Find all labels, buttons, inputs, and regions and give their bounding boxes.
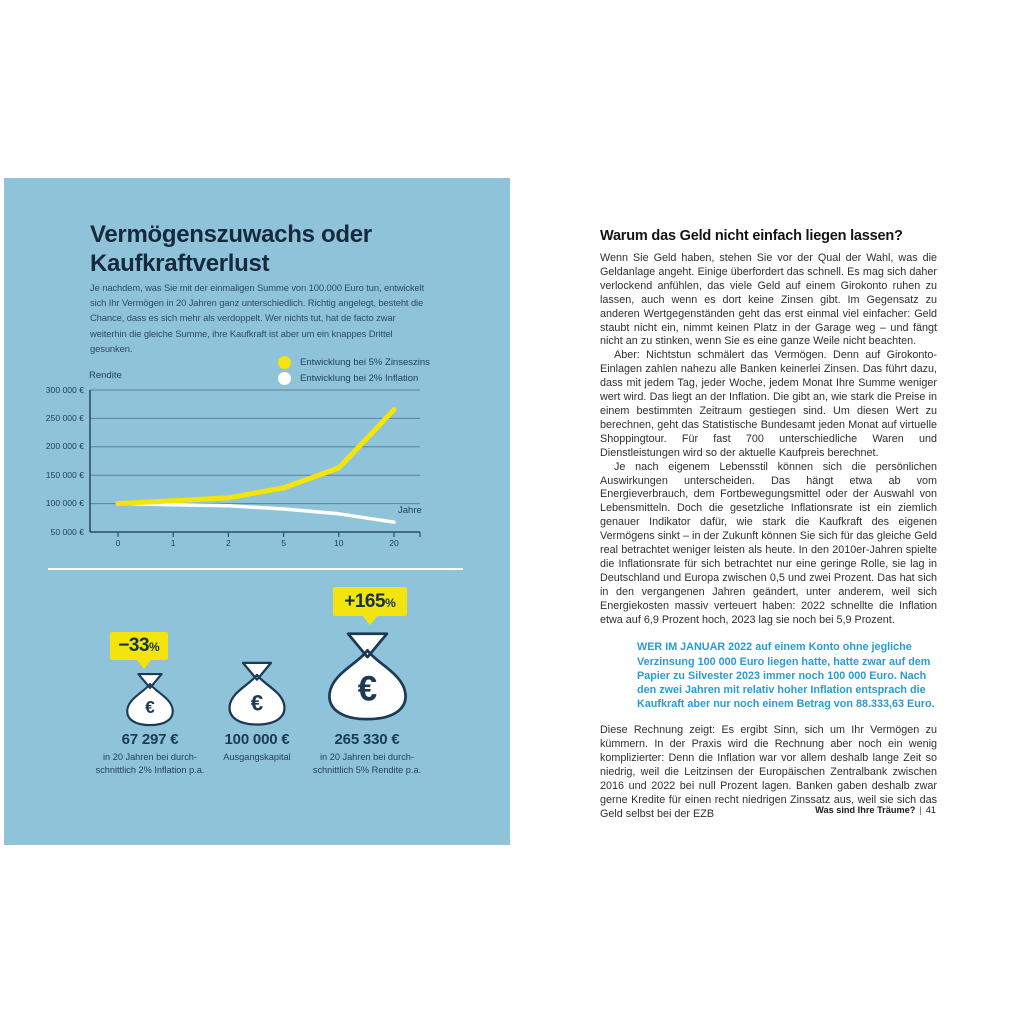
caption-line: Ausgangskapital [223, 752, 291, 762]
divider-line [48, 568, 463, 570]
infographic-title: Vermögenszuwachs oder Kaufkraftverlust [90, 221, 372, 277]
y-tick-label: 200 000 € [45, 441, 84, 452]
y-tick-label: 300 000 € [45, 384, 84, 395]
legend-label: Entwicklung bei 2% Inflation [300, 372, 419, 384]
money-bag-medium-icon [222, 658, 292, 728]
paragraph: Wenn Sie Geld haben, stehen Sie vor der Qual der Wahl, was die Geldanlage angeht. Einige überfordert das schnell. Es mag sich daher verlockend anfühlen, das viele Geld auf einem Girokonto ruhen zu lassen, auch wenn es dort keine Zinsen gibt. Im Gegensatz zu anderen Wertgegenständen geht das erst einmal viel einfacher: Geld staubt nicht ein, nimmt keinen Platz in der Garage weg – und fängt nicht an zu stinken, wenn Sie es eine ganze Weile nicht beachten. [600, 252, 937, 348]
series-line-0 [118, 410, 394, 504]
badge-pointer-icon [136, 659, 152, 669]
money-bag-large-icon [319, 627, 416, 724]
badge-value: −33 [118, 635, 150, 656]
y-tick-label: 100 000 € [45, 498, 84, 509]
y-axis-title: Rendite [89, 370, 122, 381]
section-heading: Warum das Geld nicht einfach liegen lassen? [600, 228, 903, 244]
paragraph: Diese Rechnung zeigt: Es ergibt Sinn, sich um Ihr Vermögen zu kümmern. In der Praxis wird die Rechnung aber noch ein wenig komplizierter: Denn die Inflation war vor allem deshalb lange Zeit so niedrig, weil die Leitzinsen der Europäischen Zentralbank zwischen 2016 und 2022 bei null Prozent lagen. Banken gaben deshalb zwar gerne Kredite für einen recht niedrigen Zinssatz aus, weil sie sich das Geld selbst bei der EZB [600, 724, 937, 820]
caption-line: in 20 Jahren bei durch- [320, 752, 414, 762]
page-number: 41 [925, 805, 936, 815]
euro-symbol: € [357, 669, 378, 709]
x-axis-title: Jahre [398, 505, 422, 516]
badge-value: +165 [344, 591, 386, 612]
x-tick-label: 5 [281, 538, 286, 548]
x-tick-label: 0 [115, 538, 121, 548]
y-tick-label: 150 000 € [45, 469, 84, 480]
legend-label: Entwicklung bei 5% Zinseszins [300, 356, 430, 368]
bag-value-start: 100 000 € [224, 731, 290, 748]
paragraph: Je nach eigenem Lebensstil können sich die persönlichen Auswirkungen unterscheiden. Das hängt etwa ab vom Energieverbrauch, dem Fortbewegungsmittel oder der Auswahl von Lebensmitteln. Doch die gesetzliche Inflationsrate ist ein ziemlich genauer Indikator dafür, wie stark die Kaufkraft des eigenen Vermögens sinkt – in der Zukunft können Sie sich für das gleiche Geld real betrachtet weniger leisten als heute. In den 2010er-Jahren spielte die Inflationsrate für sich betrachtet nur eine geringe Rolle, sie lag in Deutschland und Europa zwischen 0,5 und zwei Prozent. Das hat sich in den vergangenen Jahren geändert, unter anderem, weil sich Energiekosten massiv verteuert haben: 2022 schnellte die Inflation etwa auf 6,9 Prozent hoch, 2023 lag sie noch bei 5,9 Prozent. [600, 460, 937, 626]
series-line-1 [118, 504, 394, 523]
euro-symbol: € [145, 696, 155, 717]
badge-percent-sign: % [385, 596, 396, 610]
x-tick-label: 10 [334, 538, 344, 548]
running-title: Was sind Ihre Träume? [815, 805, 916, 815]
page-footer [636, 805, 936, 815]
chart-legend [278, 354, 430, 386]
paragraph: Aber: Nichtstun schmälert das Vermögen. Denn auf Girokonto-Einlagen zahlen nahezu alle Banken keinerlei Zinsen. Das führt dazu, dass mit jedem Tag, jeder Woche, jedem Monat Ihre Summe weniger wert wird. Das liegt an der Inflation. Die gibt an, wie stark die Preise in einem bestimmten Zeitraum gestiegen sind. Um diesen Wert zu berechnen, geht das Statistische Bundesamt jeden Monat auf virtuelle Shoppingtour. Für fast 700 unterschiedliche Waren und Dienstleistungen wird so der aktuelle Kaufpreis berechnet. [600, 349, 937, 459]
bag-value-rendite: 265 330 € [334, 731, 400, 748]
highlight-callout: WER IM JANUAR 2022 auf einem Konto ohne jegliche Verzinsung 100 000 Euro liegen hatte, hatte zwar auf dem Papier zu Silvester 2023 immer noch 100 000 Euro. Nach den zwei Jahren mit relativ hoher Inflation entsprach die Kaufkraft aber nur noch einem Betrag von 88.333,63 Euro. [637, 641, 935, 711]
infographic-panel [4, 178, 510, 845]
caption-line: schnittlich 5% Rendite p.a. [312, 764, 422, 775]
bag-caption-rendite [292, 751, 442, 776]
badge-pointer-icon [362, 615, 378, 625]
x-tick-label: 1 [170, 538, 176, 548]
bag-value-inflation: 67 297 € [121, 731, 179, 748]
percent-badge-rendite [333, 587, 407, 616]
y-tick-label: 250 000 € [45, 412, 84, 423]
money-bag-small-icon [121, 670, 179, 728]
x-tick-label: 2 [226, 538, 231, 548]
caption-line: in 20 Jahren bei durch- [103, 752, 197, 762]
badge-percent-sign: % [149, 640, 160, 654]
footer-separator: | [919, 805, 922, 815]
caption-line: schnittlich 2% Inflation p.a. [95, 764, 205, 775]
legend-item-inflation [278, 370, 430, 386]
legend-dot-white-icon [278, 372, 291, 385]
y-tick-label: 50 000 € [50, 526, 84, 537]
legend-dot-yellow-icon [278, 356, 291, 369]
text-column [600, 228, 937, 822]
legend-item-zinseszins [278, 354, 430, 370]
x-tick-label: 20 [389, 538, 399, 548]
percent-badge-inflation [110, 632, 168, 660]
euro-symbol: € [250, 690, 264, 716]
infographic-intro: Je nachdem, was Sie mit der einmaligen Summe von 100.000 Euro tun, entwickelt sich Ihr Vermögen in 20 Jahren ganz unterschiedlich. Richtig angelegt, besteht die Chance, dass es sich mehr als verdoppelt. Wer nichts tut, hat de facto zwar weiterhin die gleiche Summe, ihre Kaufkraft ist aber um ein knappes Drittel gesunken. [90, 282, 425, 354]
